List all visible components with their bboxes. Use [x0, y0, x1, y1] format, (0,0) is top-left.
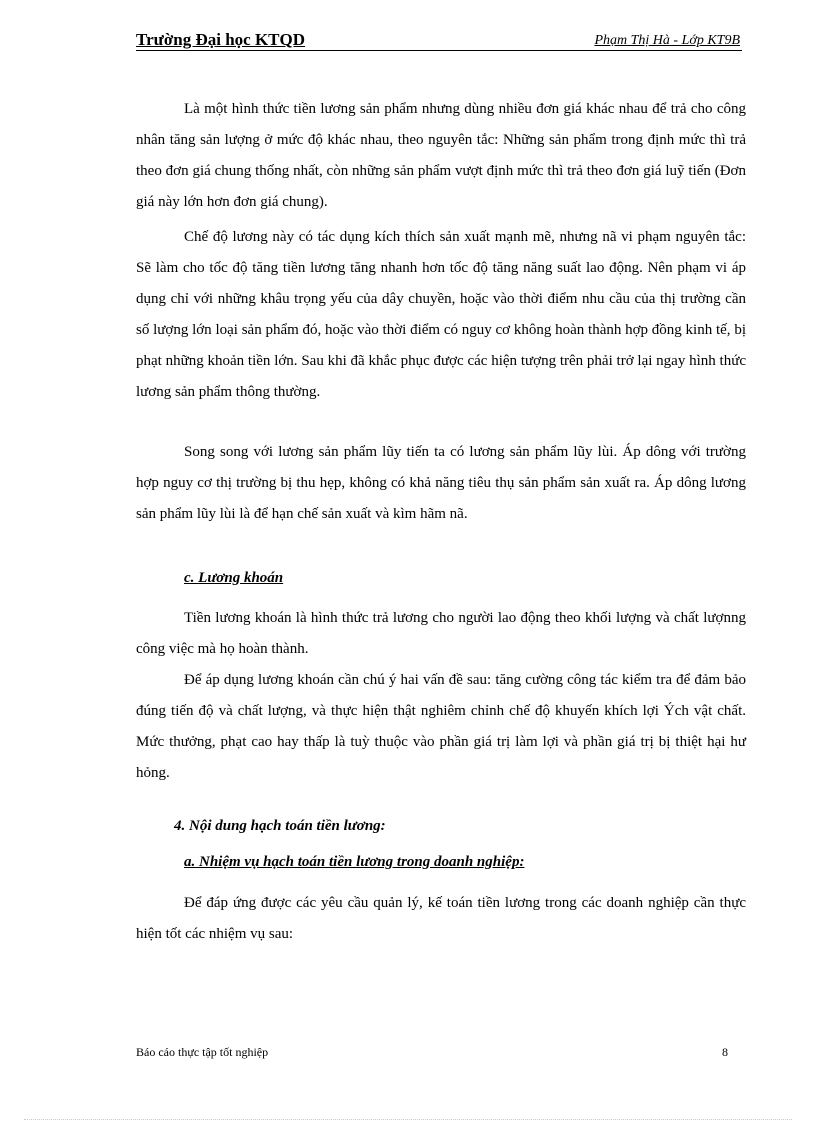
text-block-4 [136, 603, 746, 789]
text-block-1 [136, 94, 746, 218]
paragraph-accounting-tasks-intro: Để đáp ứng được các yêu cầu quản lý, kế toán tiền lương trong các doanh nghiệp cần thực hiện tốt các nhiệm vụ sau: [136, 895, 746, 942]
page-number: 8 [722, 1045, 728, 1059]
page-bottom-edge [24, 1119, 792, 1120]
header-school-name: Trường Đại học KTQD [136, 30, 306, 49]
text-block-2 [136, 222, 746, 408]
page-header [136, 30, 742, 51]
paragraph-contract-wage-notes: Để áp dụng lương khoán cần chú ý hai vấn đề sau: tăng cường công tác kiểm tra để đảm bảo đúng tiến độ và chất lượng, và thực hiện thật nghiêm chỉnh chế độ khuyến khích lợi Ých vật chất. Mức thưởng, phạt cao hay thấp là tuỳ thuộc vào phần giá trị làm lợi và phần giá trị bị thiệt hại hư hỏng. [136, 672, 746, 781]
paragraph-contract-wage-definition: Tiền lương khoán là hình thức trả lương cho người lao động theo khối lượng và chất lượnng công việc mà họ hoàn thành. [136, 610, 746, 657]
text-block-3 [136, 437, 746, 530]
section-heading-nhiem-vu-hach-toan: a. Nhiệm vụ hạch toán tiền lương trong doanh nghiệp: [184, 854, 525, 870]
paragraph-progressive-piece-rate: Là một hình thức tiền lương sản phẩm nhưng dùng nhiều đơn giá khác nhau để trả cho công nhân tăng sản lượng ở mức độ khác nhau, theo nguyên tắc: Những sản phẩm trong định mức thì trả theo đơn giá chung thống nhất, còn những sản phẩm vượt định mức thì trả theo đơn giá luỹ tiến (Đơn giá này lớn hơn đơn giá chung). [136, 101, 746, 210]
text-block-5 [136, 888, 746, 950]
section-heading-noi-dung-hach-toan: 4. Nội dung hạch toán tiền lương: [174, 818, 386, 834]
paragraph-regressive-piece-rate: Song song với lương sản phẩm lũy tiến ta có lương sản phẩm lũy lùi. Áp dông với trường hợp nguy cơ thị trường bị thu hẹp, không có khả năng tiêu thụ sản phẩm sản xuất ra. Áp dông lương sản phẩm lũy lùi là để hạn chế sản xuất và kìm hãm nã. [136, 444, 746, 522]
section-heading-luong-khoan: c. Lương khoán [184, 570, 284, 586]
paragraph-progressive-effects: Chế độ lương này có tác dụng kích thích sản xuất mạnh mẽ, nhưng nã vi phạm nguyên tắc: Sẽ làm cho tốc độ tăng tiền lương tăng nhanh hơn tốc độ tăng năng suất lao động. Nên phạm vi áp dụng chỉ với những khâu trọng yếu của dây chuyền, hoặc vào thời điểm nhu cầu của thị trường cần số lượng lớn loại sản phẩm đó, hoặc vào thời điểm có nguy cơ không hoàn thành hợp đồng kinh tế, bị phạt những khoản tiền lớn. Sau khi đã khắc phục được các hiện tượng trên phải trở lại ngay hình thức lương sản phẩm thông thường. [136, 229, 746, 400]
header-author-class: Phạm Thị Hà - Lớp KT9B [594, 33, 740, 48]
footer-report-title: Báo cáo thực tập tốt nghiệp [136, 1045, 269, 1059]
